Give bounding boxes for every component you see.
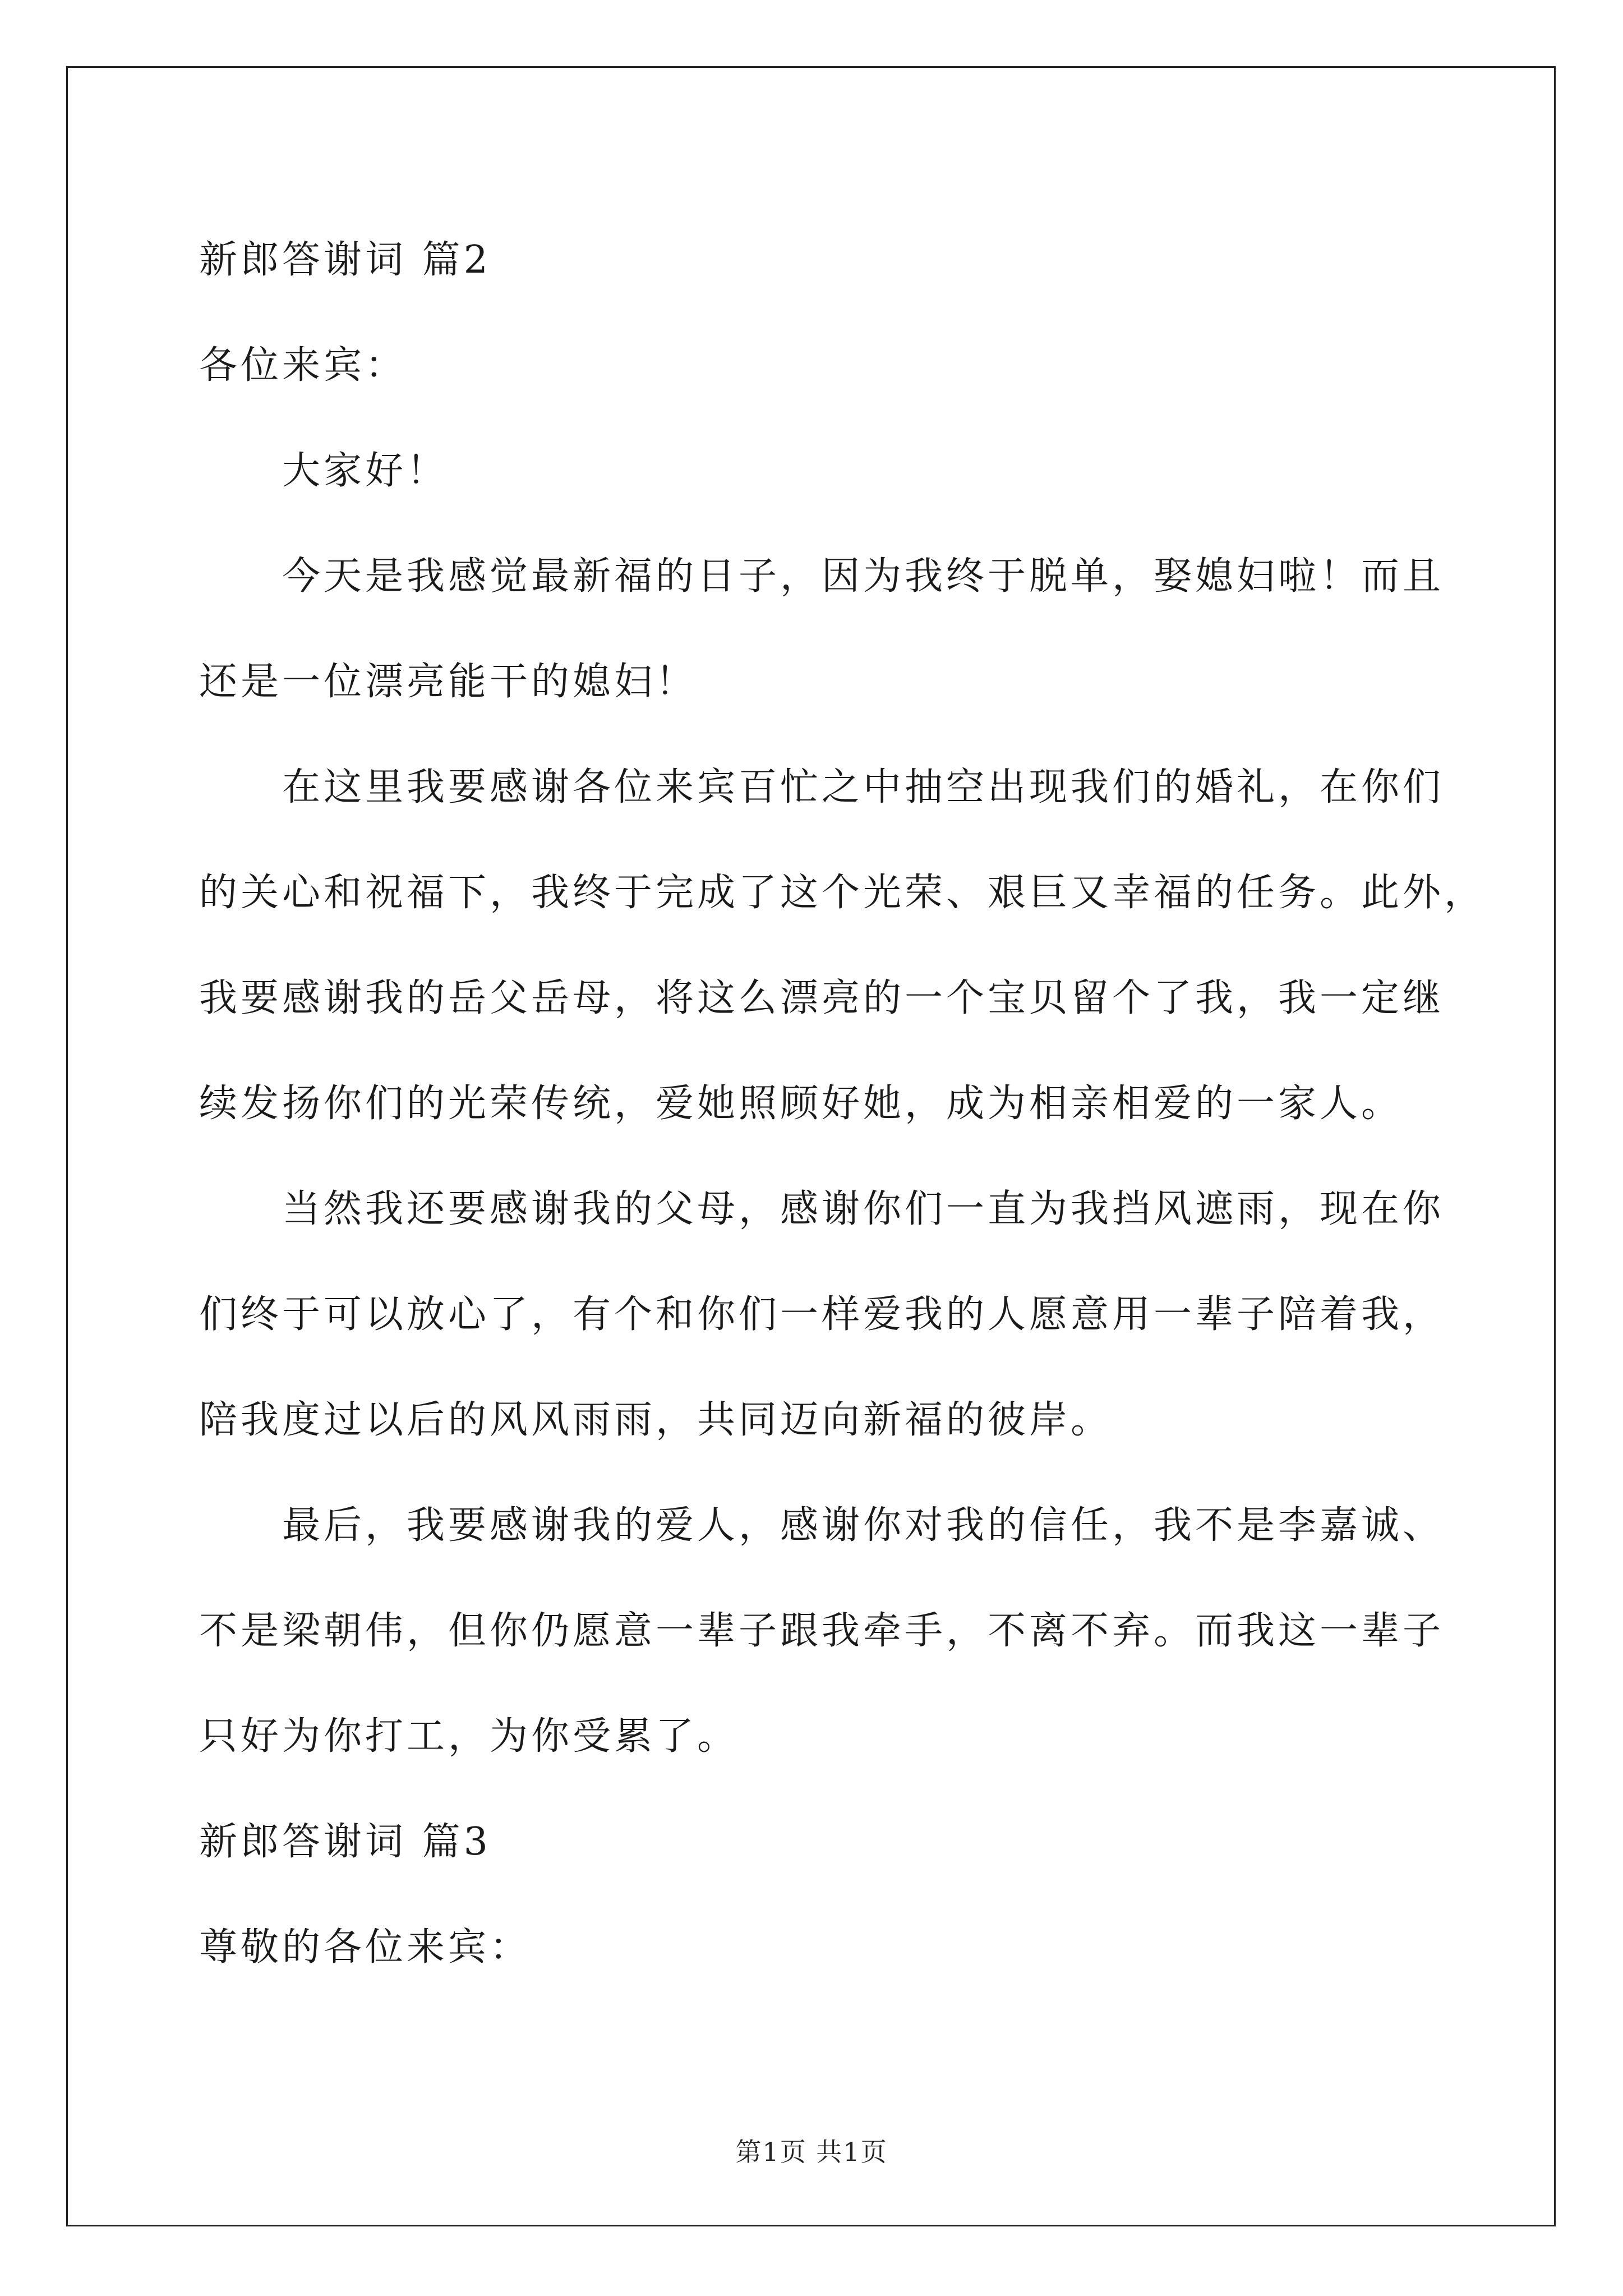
salutation: 各位来宾： — [199, 343, 407, 388]
paragraph-line: 陪我度过以后的风风雨雨，共同迈向新福的彼岸。 — [199, 1398, 1113, 1442]
paragraph-line: 当然我还要感谢我的父母，感谢你们一直为我挡风遮雨，现在你 — [282, 1187, 1445, 1231]
paragraph-line: 的关心和祝福下，我终于完成了这个光荣、艰巨又幸福的任务。此外， — [199, 871, 1486, 915]
paragraph-line: 还是一位漂亮能干的媳妇！ — [199, 660, 698, 704]
paragraph-line: 在这里我要感谢各位来宾百忙之中抽空出现我们的婚礼，在你们 — [282, 765, 1445, 809]
paragraph-line: 不是梁朝伟，但你仍愿意一辈子跟我牵手，不离不弃。而我这一辈子 — [199, 1609, 1445, 1653]
paragraph-line: 续发扬你们的光荣传统，爱她照顾好她，成为相亲相爱的一家人。 — [199, 1082, 1403, 1126]
section-title-2: 新郎答谢词 篇2 — [199, 238, 491, 282]
page-footer: 第1页 共1页 — [735, 2137, 888, 2167]
section-title-3: 新郎答谢词 篇3 — [199, 1820, 491, 1864]
greeting: 大家好！ — [282, 449, 449, 493]
paragraph-line: 只好为你打工，为你受累了。 — [199, 1714, 739, 1759]
paragraph-line: 最后，我要感谢我的爱人，感谢你对我的信任，我不是李嘉诚、 — [282, 1503, 1445, 1548]
document-body — [199, 208, 1486, 2000]
paragraph-line: 我要感谢我的岳父岳母，将这么漂亮的一个宝贝留个了我，我一定继 — [199, 976, 1445, 1020]
salutation: 尊敬的各位来宾： — [199, 1925, 532, 1970]
paragraph-line: 今天是我感觉最新福的日子，因为我终于脱单，娶媳妇啦！而且 — [282, 554, 1445, 599]
paragraph-line: 们终于可以放心了，有个和你们一样爱我的人愿意用一辈子陪着我， — [199, 1292, 1445, 1337]
